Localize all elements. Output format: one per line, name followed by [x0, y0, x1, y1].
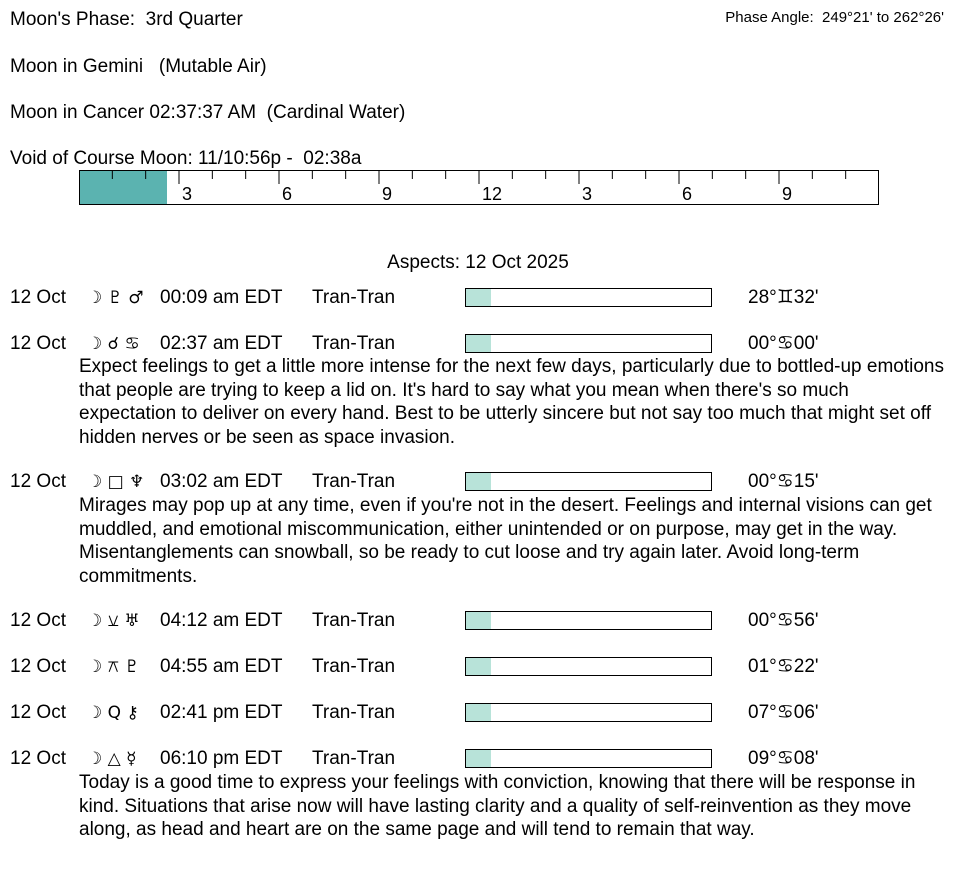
aspect-row	[0, 332, 956, 356]
aspect-interpretation: Expect feelings to get a little more intense for the next few days, particularly due to bottled-up emotions that people are trying to keep a lid on. It's hard to say what you mean when there's so much expectation to deliver on every hand. Best to be utterly sincere but not say too much that might set off hidden nerves or be seen as space invasion.	[79, 356, 944, 448]
aspect-date: 12 Oct	[10, 748, 66, 769]
aspect-strength-bar	[465, 288, 712, 307]
aspect-strength-fill	[466, 658, 491, 675]
aspect-strength-fill	[466, 750, 491, 767]
aspect-glyphs: ☽ △ ☿	[87, 749, 137, 769]
aspect-position: 00°♋56'	[748, 610, 819, 631]
aspect-date: 12 Oct	[10, 702, 66, 723]
aspect-row	[0, 701, 956, 725]
voc-hour-label: 6	[682, 184, 693, 204]
aspect-type: Tran-Tran	[312, 656, 396, 677]
voc-hour-label: 12	[482, 184, 503, 204]
aspect-type: Tran-Tran	[312, 333, 396, 354]
aspect-strength-bar	[465, 611, 712, 630]
void-of-course-timeline	[79, 170, 879, 205]
moon-ingress: Moon in Cancer 02:37:37 AM (Cardinal Water)	[10, 102, 406, 123]
aspect-position: 00°♋00'	[748, 333, 819, 354]
aspect-position: 00°♋15'	[748, 471, 819, 492]
phase-angle: Phase Angle: 249°21' to 262°26'	[725, 9, 944, 26]
aspect-strength-fill	[466, 335, 491, 352]
voc-hour-label: 9	[382, 184, 393, 204]
aspect-time: 04:12 am EDT	[160, 610, 283, 631]
aspect-row	[0, 286, 956, 310]
voc-hour-labels	[182, 184, 792, 204]
aspect-strength-bar	[465, 334, 712, 353]
aspect-strength-bar	[465, 657, 712, 676]
aspect-glyphs: ☽ ☌ ♋	[87, 334, 140, 354]
aspect-row	[0, 609, 956, 633]
aspect-position: 28°♊32'	[748, 287, 819, 308]
aspect-row	[0, 470, 956, 494]
aspect-strength-bar	[465, 472, 712, 491]
aspect-glyphs: ☽ □ ♆	[87, 472, 145, 492]
aspect-glyphs: ☽ ⚺ ♅	[87, 611, 140, 631]
aspect-date: 12 Oct	[10, 610, 66, 631]
aspect-strength-fill	[466, 289, 491, 306]
aspect-time: 02:41 pm EDT	[160, 702, 283, 723]
aspect-time: 04:55 am EDT	[160, 656, 283, 677]
aspect-interpretation: Mirages may pop up at any time, even if you're not in the desert. Feelings and internal visions can get muddled, and emotional miscommunication, either unintended or on purpose, may get in the way. Misentanglements can snowball, so be ready to cut loose and try again later. Avoid long-term commitments.	[79, 495, 932, 587]
aspect-type: Tran-Tran	[312, 610, 396, 631]
aspect-time: 03:02 am EDT	[160, 471, 283, 492]
aspects-heading: Aspects: 12 Oct 2025	[387, 252, 569, 273]
aspect-type: Tran-Tran	[312, 471, 396, 492]
aspect-row	[0, 655, 956, 679]
aspect-glyphs: ☽ ⚻ ♇	[87, 657, 140, 677]
aspect-strength-fill	[466, 704, 491, 721]
aspect-time: 06:10 pm EDT	[160, 748, 283, 769]
aspect-date: 12 Oct	[10, 656, 66, 677]
aspect-strength-bar	[465, 749, 712, 768]
aspect-strength-bar	[465, 703, 712, 722]
aspect-date: 12 Oct	[10, 287, 66, 308]
aspect-type: Tran-Tran	[312, 748, 396, 769]
aspect-time: 00:09 am EDT	[160, 287, 283, 308]
aspect-glyphs: ☽ ♇ ♂	[87, 288, 144, 308]
aspect-type: Tran-Tran	[312, 702, 396, 723]
aspect-glyphs: ☽ Q ⚷	[87, 703, 139, 723]
aspect-date: 12 Oct	[10, 471, 66, 492]
moon-phase: Moon's Phase: 3rd Quarter	[10, 9, 243, 30]
voc-hour-label: 9	[782, 184, 793, 204]
void-of-course-label: Void of Course Moon: 11/10:56p - 02:38a	[10, 148, 362, 169]
aspect-date: 12 Oct	[10, 333, 66, 354]
aspect-time: 02:37 am EDT	[160, 333, 283, 354]
aspect-position: 09°♋08'	[748, 748, 819, 769]
voc-ticks	[112, 170, 845, 184]
aspect-type: Tran-Tran	[312, 287, 396, 308]
aspect-interpretation: Today is a good time to express your feelings with conviction, knowing that there will be response in kind. Situations that arise now will have lasting clarity and a quality of self-reinvention as they move along, as head and heart are on the same page and will tend to remain that way.	[79, 772, 916, 840]
moon-sign: Moon in Gemini (Mutable Air)	[10, 56, 267, 77]
voc-hour-label: 6	[282, 184, 293, 204]
aspect-strength-fill	[466, 612, 491, 629]
voc-fill	[79, 170, 167, 205]
aspect-strength-fill	[466, 473, 491, 490]
voc-hour-label: 3	[182, 184, 193, 204]
aspect-row	[0, 747, 956, 771]
aspect-position: 01°♋22'	[748, 656, 819, 677]
aspect-position: 07°♋06'	[748, 702, 819, 723]
voc-hour-label: 3	[582, 184, 593, 204]
